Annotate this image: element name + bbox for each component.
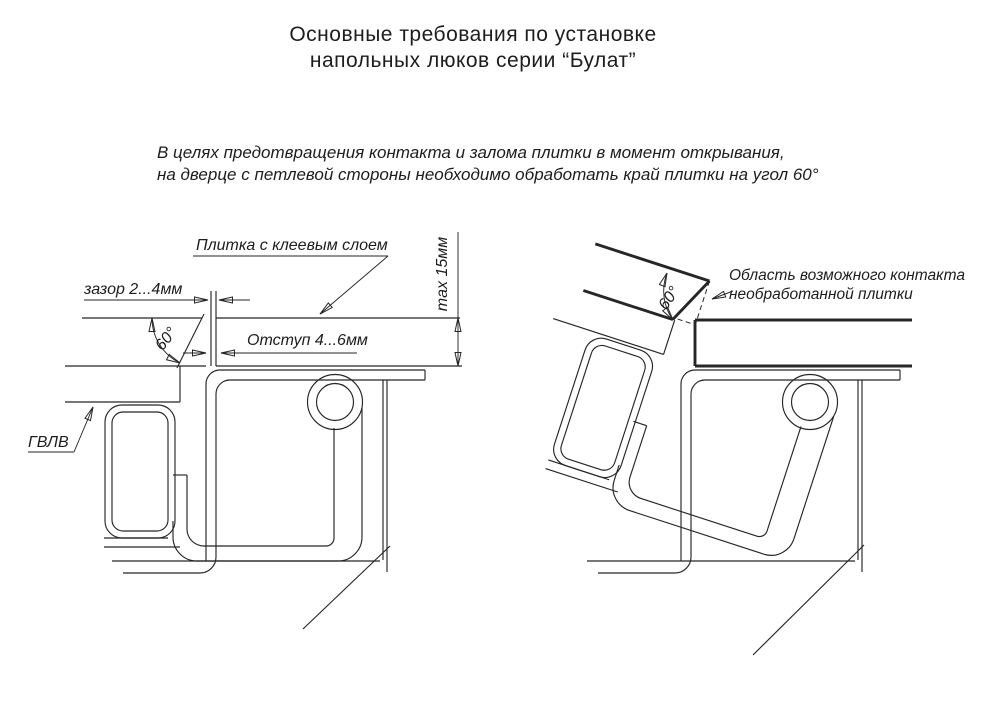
label-offset: Отступ 4...6мм [247, 332, 368, 349]
left-annotations [28, 232, 458, 452]
page-title-line2: напольных люков серии “Булат” [309, 49, 637, 72]
door-tile-top-thick [595, 244, 709, 281]
concrete-hatch-area [389, 378, 457, 580]
page-title-line1: Основные требования по установке [289, 23, 657, 46]
label-angle-right: 60° [655, 283, 684, 314]
label-max-thickness: max 15мм [434, 236, 451, 312]
label-contact-line1: Область возможного контакта [729, 267, 965, 284]
label-contact-line2: необработанной плитки [729, 286, 913, 303]
left-diagram-closed-hatch [28, 232, 462, 629]
note-line2: на дверце с петлевой стороны необходимо обработать край плитки на угол 60° [157, 165, 819, 184]
door-tube-open [549, 334, 657, 482]
concrete-hatch-area-right [864, 378, 936, 580]
right-diagram-open-hatch [504, 239, 965, 655]
right-annotations [655, 267, 965, 320]
label-angle-left: 60° [152, 324, 181, 354]
label-gvl: ГВЛВ [28, 434, 69, 451]
door-pan-and-strap [104, 408, 362, 561]
break-line [303, 546, 390, 629]
floor-tile-untreated [695, 320, 912, 366]
note-line1: В целях предотвращения контакта и залома плитки в момент открывания, [157, 143, 785, 162]
label-gap: зазор 2...4мм [84, 281, 183, 298]
gvl-board-open [554, 285, 675, 353]
hinge-circle-right [783, 375, 838, 430]
door-tile-beveled [65, 314, 206, 368]
hinge-circle [308, 375, 363, 430]
label-tile-glue: Плитка с клеевым слоем [196, 237, 388, 254]
gvl-board [65, 366, 180, 402]
door-tube-profile [105, 405, 175, 538]
